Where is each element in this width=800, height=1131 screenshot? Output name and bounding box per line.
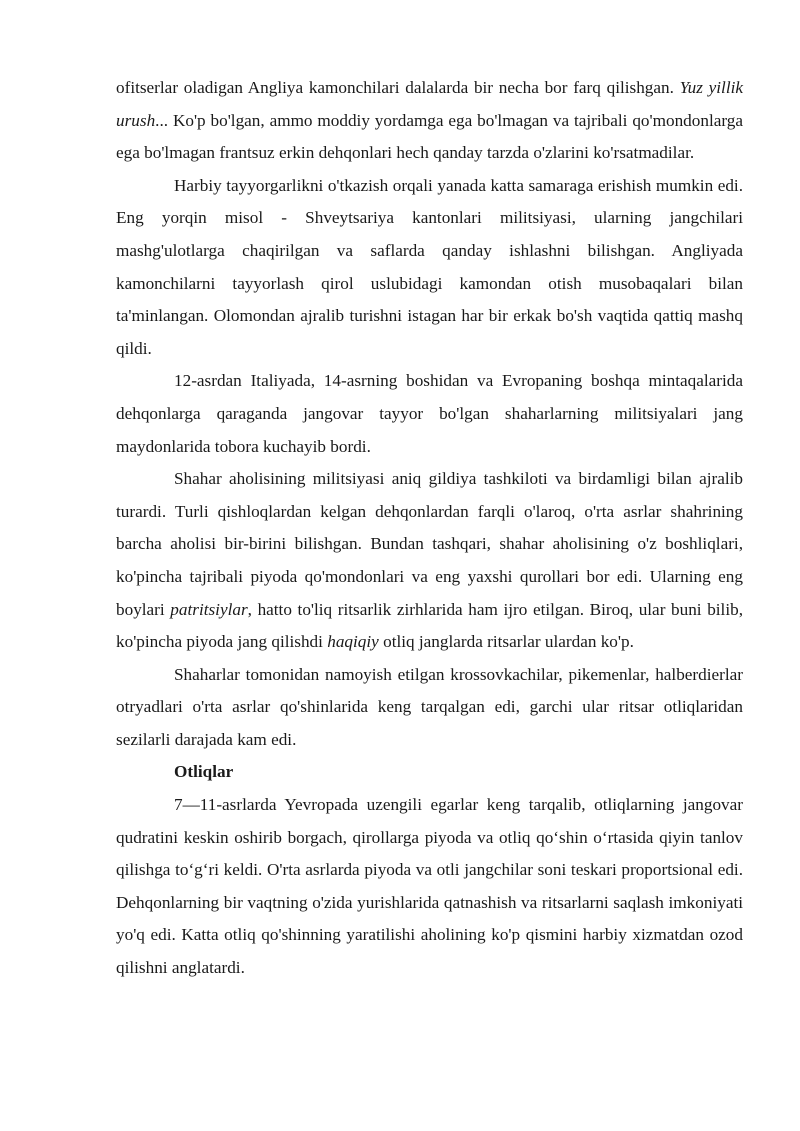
text-run: 12-asrdan Italiyada, 14-asrning boshidan va Evropaning boshqa mintaqalarida dehqonlarga qaraganda jangovar tayyor bo'lgan shaharlarning militsiyalari jang maydonlarida tobora kuchayib bordi.: [116, 371, 743, 456]
paragraph-5: [116, 659, 743, 757]
text-run: ... Ko'p bo'lgan, ammo moddiy yordamga ega bo'lmagan va tajribali qo'mondonlarga ega bo'lmagan frantsuz erkin dehqonlari hech qanday tarzda o'zlarini ko'rsatmadilar.: [116, 110, 743, 163]
italic-term: Yuz yillik urush: [116, 78, 744, 130]
text-run: , hatto to'liq ritsarlik zirhlarida ham ijro etilgan. Biroq, ular buni bilib, ko'pincha piyoda jang qilishdi: [116, 599, 743, 652]
paragraph-4: [116, 463, 743, 659]
paragraph-2: [116, 170, 743, 366]
paragraph-6: 7—11-asrlarda Yevropada uzengili egarlar keng tarqalib, otliqlarning jangovar qudratini keskin oshirib borgach, qirollarga piyoda va otliq qo‘shin o‘rtasida qiyin tanlov qilishga to‘g‘ri keldi. O'rta asrlarda piyoda va otli jangchilar soni teskari proportsional edi. Dehqonlarning bir vaqtning o'zida yurishlarida qatnashish va ritsarlarni saqlash imkoniyati yo'q edi. Katta otliq qo'shinning yaratilishi aholining ko'p qismini harbiy xizmatdan ozod qilishni anglatardi.: [116, 795, 743, 978]
section-heading: Otliqlar: [174, 762, 234, 782]
italic-term: haqiqiy: [327, 632, 379, 652]
text-run: Shahar aholisining militsiyasi aniq gildiya tashkiloti va birdamligi bilan ajralib turardi. Turli qishloqlardan kelgan dehqonlardan farqli o'laroq, o'rta asrlar shahrining barcha aholisi bir-birini bilishgan. Bundan tashqari, shahar aholisining o'z boshliqlari, ko'pincha tajribali piyoda qo'mondonlari va eng yaxshi qurollari bor edi. Ularning eng boylari: [116, 469, 743, 619]
document-body: [116, 72, 743, 985]
text-run: ofitserlar oladigan Angliya kamonchilari dalalarda bir necha bor farq qilishgan.: [116, 78, 680, 97]
italic-term: patritsiylar: [170, 599, 248, 619]
paragraph-1: [116, 72, 743, 170]
text-run: Harbiy tayyorgarlikni o'tkazish orqali yanada katta samaraga erishish mumkin edi. Eng yorqin misol - Shveytsariya kantonlari militsiyasi, ularning jangchilari mashg'ulotlarga chaqirilgan va saflarda qanday ishlashni bilishgan. Angliyada kamonchilarni tayyorlash qirol uslubidagi kamondan otish musobaqalari bilan ta'minlangan. Olomondan ajralib turishni istagan har bir erkak bo'sh vaqtida qattiq mashq qildi.: [116, 175, 743, 358]
text-run: Shaharlar tomonidan namoyish etilgan krossovkachilar, pikemenlar, halberdierlar otryadlari o'rta asrlar qo'shinlarida keng tarqalgan edi, garchi ular ritsar otliqlaridan sezilarli darajada kam edi.: [116, 664, 743, 749]
text-run: otliq janglarda ritsarlar ulardan ko'p.: [378, 632, 634, 652]
paragraph-3: [116, 365, 743, 463]
